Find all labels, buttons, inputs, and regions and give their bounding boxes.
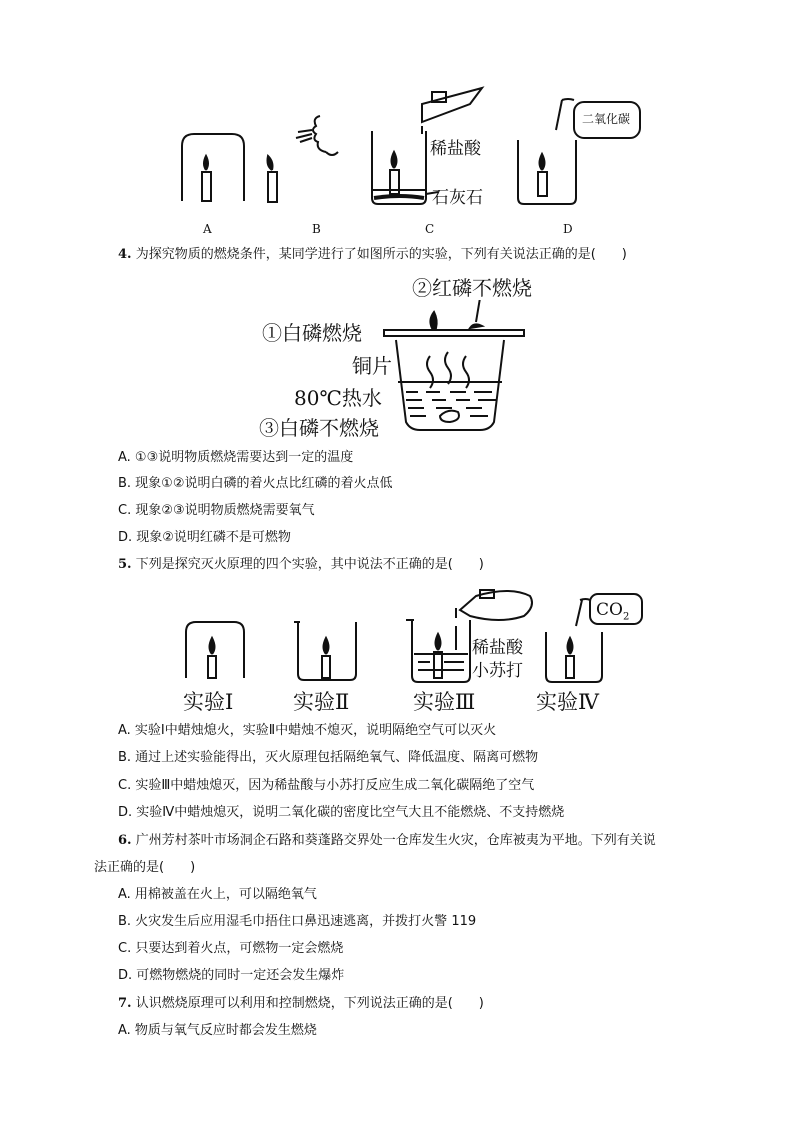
q5-label-exp-4: 实验Ⅳ — [536, 690, 599, 714]
q4-white-phosphorus-burn-label: ①白磷燃烧 — [262, 321, 362, 345]
question-6-stem — [118, 832, 656, 850]
q4-option-d: D. 现象②说明红磷不是可燃物 — [118, 530, 291, 545]
q4-red-phosphorus-label: ②红磷不燃烧 — [412, 276, 532, 300]
q5-option-a: A. 实验Ⅰ中蜡烛熄火，实验Ⅱ中蜡烛不熄灭，说明隔绝空气可以灭火 — [118, 723, 497, 738]
acid-label-top: 稀盐酸 — [430, 139, 481, 159]
co2-bottle-label: 二氧化碳 — [582, 112, 631, 126]
q4-hot-water-label: 80℃热水 — [294, 386, 382, 410]
co2-text: CO — [596, 600, 623, 620]
q5-acid-label: 稀盐酸 — [472, 638, 523, 658]
question-5-stem — [118, 556, 484, 574]
q5-option-b: B. 通过上述实验能得出，灭火原理包括隔绝氧气、降低温度、隔离可燃物 — [118, 750, 539, 765]
question-number: 5. — [118, 557, 132, 572]
q5-co2-label — [596, 600, 629, 622]
figure-label-d: D — [563, 222, 573, 236]
q6-option-d: D. 可燃物燃烧的同时一定还会发生爆炸 — [118, 968, 345, 983]
question-text: 下列是探究灭火原理的四个实验，其中说法不正确的是( ) — [135, 557, 484, 572]
question-number: 4. — [118, 247, 132, 262]
q5-label-exp-1: 实验Ⅰ — [183, 690, 234, 714]
question-7-stem — [118, 995, 484, 1013]
q4-option-c: C. 现象②③说明物质燃烧需要氧气 — [118, 503, 315, 518]
q4-figure — [370, 300, 530, 440]
question-number: 6. — [118, 833, 132, 848]
q5-option-d: D. 实验Ⅳ中蜡烛熄灭，说明二氧化碳的密度比空气大且不能燃烧、不支持燃烧 — [118, 805, 565, 820]
q5-figure — [180, 580, 650, 685]
figure-a-covered-candle — [182, 134, 244, 201]
q6-option-c: C. 只要达到着火点，可燃物一定会燃烧 — [118, 941, 344, 956]
q4-option-a: A. ①③说明物质燃烧需要达到一定的温度 — [118, 450, 354, 465]
q4-copper-label: 铜片 — [352, 354, 392, 378]
figure-label-a: A — [203, 222, 212, 236]
limestone-label: 石灰石 — [432, 188, 483, 208]
co2-subscript: 2 — [622, 611, 630, 623]
q7-option-a: A. 物质与氧气反应时都会发生燃烧 — [118, 1023, 317, 1038]
q5-soda-label: 小苏打 — [472, 661, 523, 681]
q6-option-a: A. 用棉被盖在火上，可以隔绝氧气 — [118, 887, 317, 902]
question-6-stem-cont: 法正确的是( ) — [94, 860, 196, 875]
question-text: 为探究物质的燃烧条件，某同学进行了如图所示的实验，下列有关说法正确的是( ) — [135, 247, 627, 262]
q5-label-exp-2: 实验Ⅱ — [293, 690, 350, 714]
figure-b-blown-candle — [268, 116, 339, 202]
q5-option-c: C. 实验Ⅲ中蜡烛熄灭，因为稀盐酸与小苏打反应生成二氧化碳隔绝了空气 — [118, 778, 535, 793]
question-text: 认识燃烧原理可以利用和控制燃烧，下列说法正确的是( ) — [135, 996, 484, 1011]
figure-label-c: C — [425, 222, 435, 236]
q4-white-phosphorus-no-label: ③白磷不燃烧 — [259, 416, 379, 440]
question-number: 7. — [118, 996, 132, 1011]
question-4-stem — [118, 246, 627, 264]
q5-label-exp-3: 实验Ⅲ — [413, 690, 476, 714]
q6-option-b: B. 火灾发生后应用湿毛巾捂住口鼻迅速逃离，并拨打火警 119 — [118, 914, 477, 929]
q4-option-b: B. 现象①②说明白磷的着火点比红磷的着火点低 — [118, 476, 393, 491]
figure-label-b: B — [312, 222, 321, 236]
question-text: 广州芳村茶叶市场洞企石路和葵蓬路交界处一仓库发生火灾，仓库被夷为平地。下列有关说 — [135, 833, 656, 848]
top-figure — [170, 86, 650, 238]
